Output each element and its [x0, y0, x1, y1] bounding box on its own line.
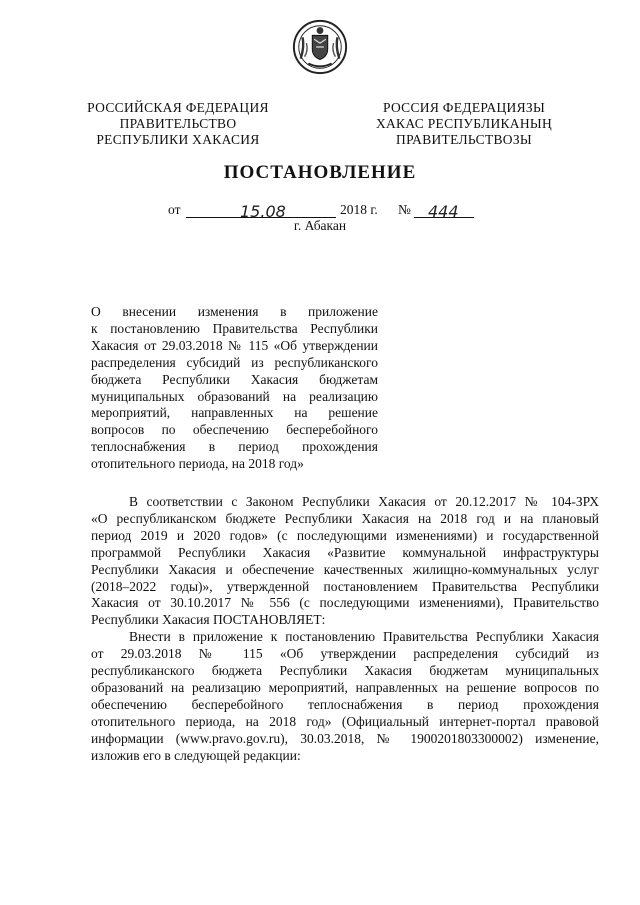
subject-line: вопросов по обеспечению бесперебойного: [91, 422, 378, 438]
document-title: ПОСТАНОВЛЕНИЕ: [223, 162, 417, 183]
header-right-line: ХАКАС РЕСПУБЛИКАНЫҢ: [375, 116, 553, 131]
paragraph2-line: Внести в приложение к постановлению Правительства Республики Хакасия: [129, 629, 599, 645]
subject-line: О внесении изменения в приложение: [91, 304, 378, 319]
document-body: [91, 494, 599, 765]
header-right: [364, 100, 564, 148]
handwritten-date: 15.08: [240, 202, 286, 221]
paragraph1-line: Республики Хакасия ПОСТАНОВЛЯЕТ:: [91, 612, 326, 628]
paragraph2-line: изложив его в следующей редакции:: [91, 747, 301, 763]
paragraph1-line: период 2019 и 2020 годов» (с последующими изменениями) и государственной: [91, 527, 599, 543]
subject-line: Хакасия от 29.03.2018 № 115 «Об утверждении: [91, 337, 378, 353]
paragraph1-line: (2018–2022 годы)», утвержденной постановлением Правительства Республики: [91, 578, 599, 594]
date-year-label: 2018 г.: [340, 202, 378, 217]
paragraph2-line: образований на реализацию мероприятий, направленных на решение вопросов по: [91, 679, 599, 695]
header-right-line: РОССИЯ ФЕДЕРАЦИЯЗЫ: [382, 100, 546, 115]
paragraph1-line: В соответствии с Законом Республики Хакасия от 20.12.2017 № 104-ЗРХ: [129, 494, 599, 509]
header-left-line: ПРАВИТЕЛЬСТВО: [119, 116, 237, 131]
subject-line: распределения субсидий из республиканского: [91, 354, 378, 370]
paragraph2-line: обеспечению бесперебойного теплоснабжения в период прохождения: [91, 696, 599, 712]
header-left-line: РЕСПУБЛИКИ ХАКАСИЯ: [96, 132, 260, 147]
paragraph2-line: от 29.03.2018 № 115 «Об утверждении распределения субсидий из: [91, 646, 599, 662]
paragraph1-line: Хакасия от 30.10.2017 № 556 (с последующими изменениями), Правительство: [91, 595, 599, 611]
subject-line: теплоснабжения в период прохождения: [91, 439, 378, 455]
paragraph2-line: информации (www.pravo.gov.ru), 30.03.2018, № 1900201803300002) изменение,: [91, 730, 599, 746]
paragraph1-line: Республики Хакасия и обеспечение качественных жилищно-коммунальных услуг: [91, 561, 599, 577]
subject-line: муниципальных образований на реализацию: [91, 388, 378, 404]
date-from-label: от: [168, 202, 181, 217]
header-right-line: ПРАВИТЕЛЬСТВОЗЫ: [396, 132, 532, 147]
subject-line: отопительного периода, на 2018 год»: [91, 456, 304, 472]
paragraph1-line: «О республиканском бюджете Республики Хакасия на 2018 год и на плановый: [91, 510, 599, 526]
paragraph1-line: программой Республики Хакасия «Развитие коммунальной инфраструктуры: [91, 544, 599, 560]
coat-of-arms-emblem: [291, 18, 349, 76]
header-left: [78, 100, 278, 148]
city-label: г. Абакан: [293, 218, 347, 233]
paragraph2-line: республиканского бюджета Республики Хакасия бюджетам муниципальных: [91, 663, 599, 679]
paragraph2-line: отопительного периода, на 2018 год» (Официальный интернет-портал правовой: [91, 713, 599, 729]
subject-line: к постановлению Правительства Республики: [91, 320, 378, 336]
subject-line: бюджета Республики Хакасия бюджетам: [91, 371, 378, 387]
number-label: №: [398, 202, 411, 217]
header-left-line: РОССИЙСКАЯ ФЕДЕРАЦИЯ: [87, 100, 269, 115]
handwritten-number: 444: [428, 202, 459, 221]
subject-block: [91, 304, 378, 473]
subject-line: мероприятий, направленных на решение: [91, 405, 378, 421]
